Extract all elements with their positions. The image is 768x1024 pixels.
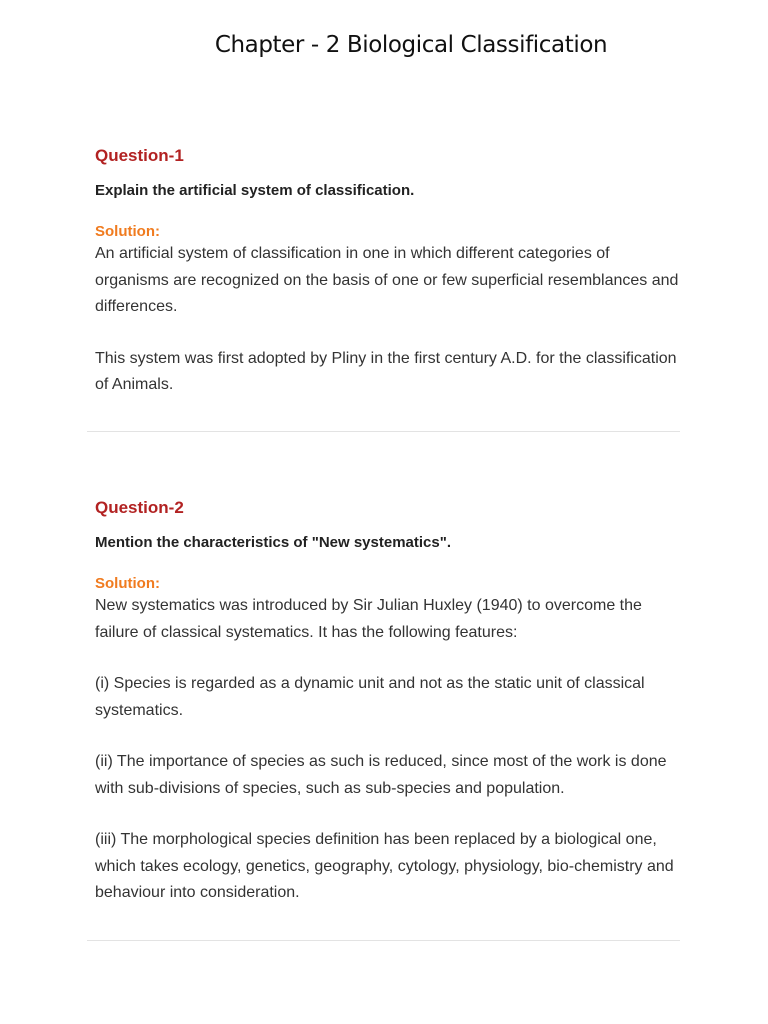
question-text: Explain the artificial system of classification. [95, 182, 415, 199]
solution-paragraph: This system was first adopted by Pliny in the first century A.D. for the classification of Animals. [95, 349, 677, 393]
solution-paragraph: (ii) The importance of species as such is reduced, since most of the work is done with sub-divisions of species, such as sub-species and population. [95, 753, 667, 797]
solution-paragraph: An artificial system of classification in one in which different categories of organisms are recognized on the basis of one or few superficial resemblances and differences. [95, 245, 679, 315]
question-block-1 [95, 145, 680, 424]
question-label: Question-1 [95, 146, 184, 165]
solution-paragraph: (iii) The morphological species definition has been replaced by a biological one, which takes ecology, genetics, geography, cytology, physiology, bio-chemistry and behaviour into consideration. [95, 831, 674, 901]
section-divider [87, 940, 680, 941]
chapter-title: Chapter - 2 Biological Classification [214, 32, 608, 58]
solution-label: Solution: [95, 575, 160, 592]
question-block-2 [95, 497, 680, 932]
section-divider [87, 431, 680, 432]
question-text: Mention the characteristics of "New systematics". [95, 534, 452, 551]
solution-label: Solution: [95, 223, 160, 240]
solution-paragraph: (i) Species is regarded as a dynamic unit and not as the static unit of classical systematics. [95, 675, 645, 719]
solution-paragraph: New systematics was introduced by Sir Julian Huxley (1940) to overcome the failure of classical systematics. It has the following features: [95, 597, 642, 641]
question-label: Question-2 [95, 498, 184, 517]
